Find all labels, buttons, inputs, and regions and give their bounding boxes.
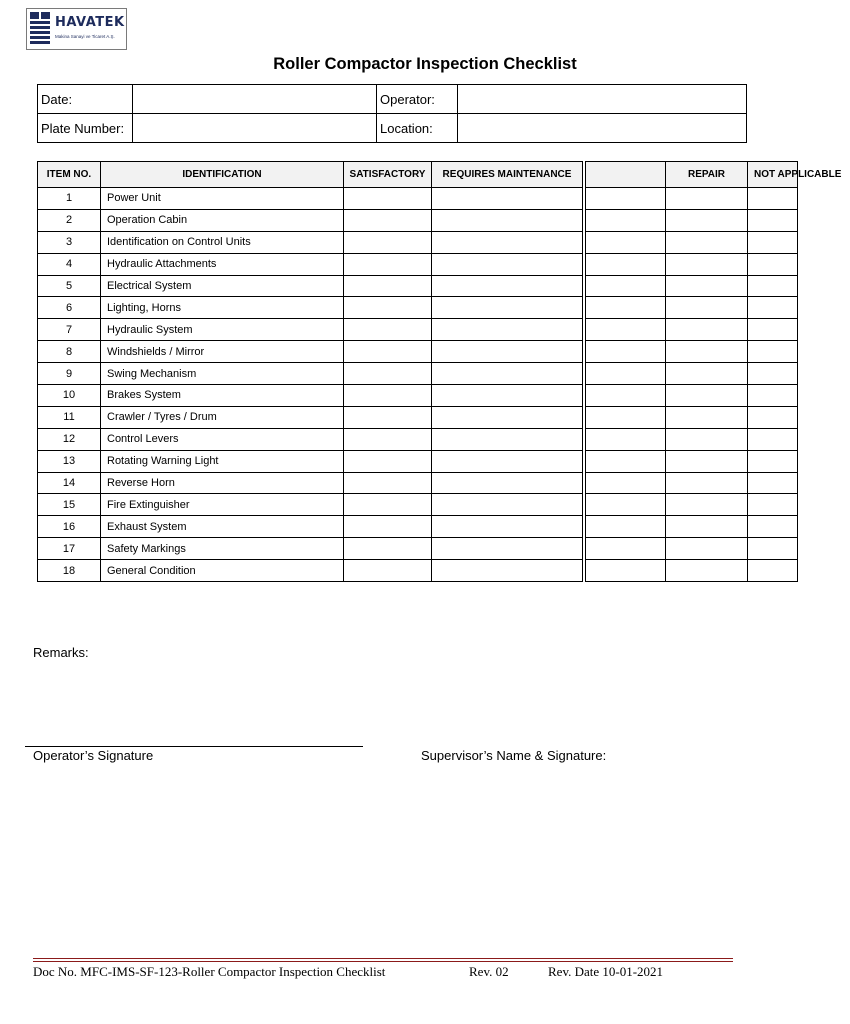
remarks-label: Remarks: [33,645,89,660]
requires-maintenance-cell[interactable] [432,450,583,472]
repair-cell[interactable] [666,538,748,560]
item-number: 10 [38,385,101,407]
repair-cell[interactable] [666,385,748,407]
repair-cell[interactable] [666,253,748,275]
satisfactory-cell[interactable] [344,385,432,407]
header-item-no: ITEM NO. [38,162,101,188]
logo-mark-icon [30,12,52,46]
checklist-row [38,231,798,253]
item-number: 12 [38,428,101,450]
operator-field[interactable] [458,85,747,114]
supervisor-signature-label: Supervisor’s Name & Signature: [421,748,607,763]
satisfactory-cell[interactable] [344,406,432,428]
blank-cell[interactable] [586,385,666,407]
not-applicable-cell[interactable] [748,231,798,253]
requires-maintenance-cell[interactable] [432,363,583,385]
not-applicable-cell[interactable] [748,209,798,231]
blank-cell[interactable] [586,450,666,472]
checklist-header-row [38,162,798,188]
repair-cell[interactable] [666,209,748,231]
checklist-row [38,363,798,385]
requires-maintenance-cell[interactable] [432,516,583,538]
item-number: 3 [38,231,101,253]
item-number: 15 [38,494,101,516]
logo-name: HAVATEK [55,15,125,30]
repair-cell[interactable] [666,363,748,385]
blank-cell[interactable] [586,275,666,297]
item-identification: Control Levers [101,428,344,450]
item-number: 18 [38,560,101,582]
item-number: 8 [38,341,101,363]
blank-cell[interactable] [586,319,666,341]
checklist-row [38,319,798,341]
requires-maintenance-cell[interactable] [432,275,583,297]
footer-divider-inner [33,961,733,962]
requires-maintenance-cell[interactable] [432,253,583,275]
header-requires-maintenance: REQUIRES MAINTENANCE [432,162,583,188]
operator-label: Operator: [377,85,458,114]
blank-cell[interactable] [586,253,666,275]
checklist-row [38,341,798,363]
blank-cell[interactable] [586,472,666,494]
satisfactory-cell[interactable] [344,516,432,538]
item-identification: Brakes System [101,385,344,407]
item-identification: Rotating Warning Light [101,450,344,472]
item-identification: Swing Mechanism [101,363,344,385]
operator-signature-line [25,746,363,747]
header-satisfactory: SATISFACTORY [344,162,432,188]
footer-doc-no: Doc No. MFC-IMS-SF-123-Roller Compactor Inspection Checklist [33,964,386,979]
requires-maintenance-cell[interactable] [432,560,583,582]
item-number: 14 [38,472,101,494]
item-number: 16 [38,516,101,538]
repair-cell[interactable] [666,472,748,494]
repair-cell[interactable] [666,494,748,516]
satisfactory-cell[interactable] [344,428,432,450]
item-identification: Fire Extinguisher [101,494,344,516]
satisfactory-cell[interactable] [344,560,432,582]
item-identification: Lighting, Horns [101,297,344,319]
item-identification: Power Unit [101,188,344,210]
item-number: 13 [38,450,101,472]
not-applicable-cell[interactable] [748,560,798,582]
satisfactory-cell[interactable] [344,450,432,472]
footer-divider [33,958,733,959]
item-identification: Crawler / Tyres / Drum [101,406,344,428]
requires-maintenance-cell[interactable] [432,494,583,516]
plate-number-label: Plate Number: [38,114,133,143]
checklist-row [38,560,798,582]
blank-cell[interactable] [586,188,666,210]
checklist-row [38,450,798,472]
date-field[interactable] [133,85,377,114]
not-applicable-cell[interactable] [748,341,798,363]
item-number: 1 [38,188,101,210]
item-number: 9 [38,363,101,385]
requires-maintenance-cell[interactable] [432,231,583,253]
footer-revision: Rev. 02 [469,964,509,979]
blank-cell[interactable] [586,231,666,253]
not-applicable-cell[interactable] [748,428,798,450]
footer-revision-date: Rev. Date 10-01-2021 [548,964,664,979]
satisfactory-cell[interactable] [344,231,432,253]
blank-cell[interactable] [586,341,666,363]
company-logo [26,8,127,50]
requires-maintenance-cell[interactable] [432,209,583,231]
date-label: Date: [38,85,133,114]
requires-maintenance-cell[interactable] [432,319,583,341]
item-number: 2 [38,209,101,231]
item-number: 6 [38,297,101,319]
header-blank [586,162,666,188]
checklist-row [38,188,798,210]
info-row [38,114,747,143]
not-applicable-cell[interactable] [748,472,798,494]
checklist-row [38,516,798,538]
blank-cell[interactable] [586,538,666,560]
checklist-row [38,275,798,297]
satisfactory-cell[interactable] [344,341,432,363]
repair-cell[interactable] [666,406,748,428]
requires-maintenance-cell[interactable] [432,297,583,319]
repair-cell[interactable] [666,297,748,319]
requires-maintenance-cell[interactable] [432,406,583,428]
repair-cell[interactable] [666,560,748,582]
page-title: Roller Compactor Inspection Checklist [273,55,577,73]
not-applicable-cell[interactable] [748,516,798,538]
item-identification: Hydraulic System [101,319,344,341]
repair-cell[interactable] [666,231,748,253]
repair-cell[interactable] [666,428,748,450]
blank-cell[interactable] [586,406,666,428]
not-applicable-cell[interactable] [748,363,798,385]
item-number: 4 [38,253,101,275]
checklist-row [38,428,798,450]
satisfactory-cell[interactable] [344,494,432,516]
blank-cell[interactable] [586,363,666,385]
checklist-row [38,406,798,428]
requires-maintenance-cell[interactable] [432,188,583,210]
not-applicable-cell[interactable] [748,297,798,319]
item-identification: Reverse Horn [101,472,344,494]
satisfactory-cell[interactable] [344,188,432,210]
not-applicable-cell[interactable] [748,450,798,472]
satisfactory-cell[interactable] [344,253,432,275]
blank-cell[interactable] [586,560,666,582]
header-not-applicable: NOT APPLICABLE [748,162,798,188]
item-identification: Hydraulic Attachments [101,253,344,275]
item-identification: Exhaust System [101,516,344,538]
item-identification: Operation Cabin [101,209,344,231]
info-table [37,84,747,143]
item-number: 17 [38,538,101,560]
logo-subtitle: Makina Sanayi ve Ticaret A.Ş. [55,34,115,39]
location-label: Location: [377,114,458,143]
not-applicable-cell[interactable] [748,275,798,297]
satisfactory-cell[interactable] [344,275,432,297]
operator-signature-label: Operator’s Signature [33,748,154,763]
checklist-row [38,538,798,560]
repair-cell[interactable] [666,275,748,297]
requires-maintenance-cell[interactable] [432,341,583,363]
blank-cell[interactable] [586,428,666,450]
blank-cell[interactable] [586,516,666,538]
item-identification: General Condition [101,560,344,582]
location-field[interactable] [458,114,747,143]
repair-cell[interactable] [666,341,748,363]
not-applicable-cell[interactable] [748,319,798,341]
repair-cell[interactable] [666,188,748,210]
plate-number-field[interactable] [133,114,377,143]
satisfactory-cell[interactable] [344,209,432,231]
not-applicable-cell[interactable] [748,494,798,516]
checklist-row [38,472,798,494]
repair-cell[interactable] [666,319,748,341]
blank-cell[interactable] [586,209,666,231]
item-number: 7 [38,319,101,341]
requires-maintenance-cell[interactable] [432,538,583,560]
item-number: 11 [38,406,101,428]
repair-cell[interactable] [666,450,748,472]
satisfactory-cell[interactable] [344,472,432,494]
requires-maintenance-cell[interactable] [432,428,583,450]
header-repair: REPAIR [666,162,748,188]
requires-maintenance-cell[interactable] [432,472,583,494]
blank-cell[interactable] [586,494,666,516]
not-applicable-cell[interactable] [748,253,798,275]
item-identification: Identification on Control Units [101,231,344,253]
item-identification: Safety Markings [101,538,344,560]
satisfactory-cell[interactable] [344,538,432,560]
checklist-row [38,209,798,231]
not-applicable-cell[interactable] [748,385,798,407]
item-number: 5 [38,275,101,297]
satisfactory-cell[interactable] [344,319,432,341]
item-identification: Windshields / Mirror [101,341,344,363]
checklist-row [38,385,798,407]
satisfactory-cell[interactable] [344,363,432,385]
not-applicable-cell[interactable] [748,406,798,428]
header-identification: IDENTIFICATION [101,162,344,188]
checklist-row [38,494,798,516]
not-applicable-cell[interactable] [748,538,798,560]
not-applicable-cell[interactable] [748,188,798,210]
checklist-row [38,253,798,275]
satisfactory-cell[interactable] [344,297,432,319]
item-identification: Electrical System [101,275,344,297]
repair-cell[interactable] [666,516,748,538]
checklist-table [37,161,842,582]
requires-maintenance-cell[interactable] [432,385,583,407]
checklist-row [38,297,798,319]
info-row [38,85,747,114]
blank-cell[interactable] [586,297,666,319]
